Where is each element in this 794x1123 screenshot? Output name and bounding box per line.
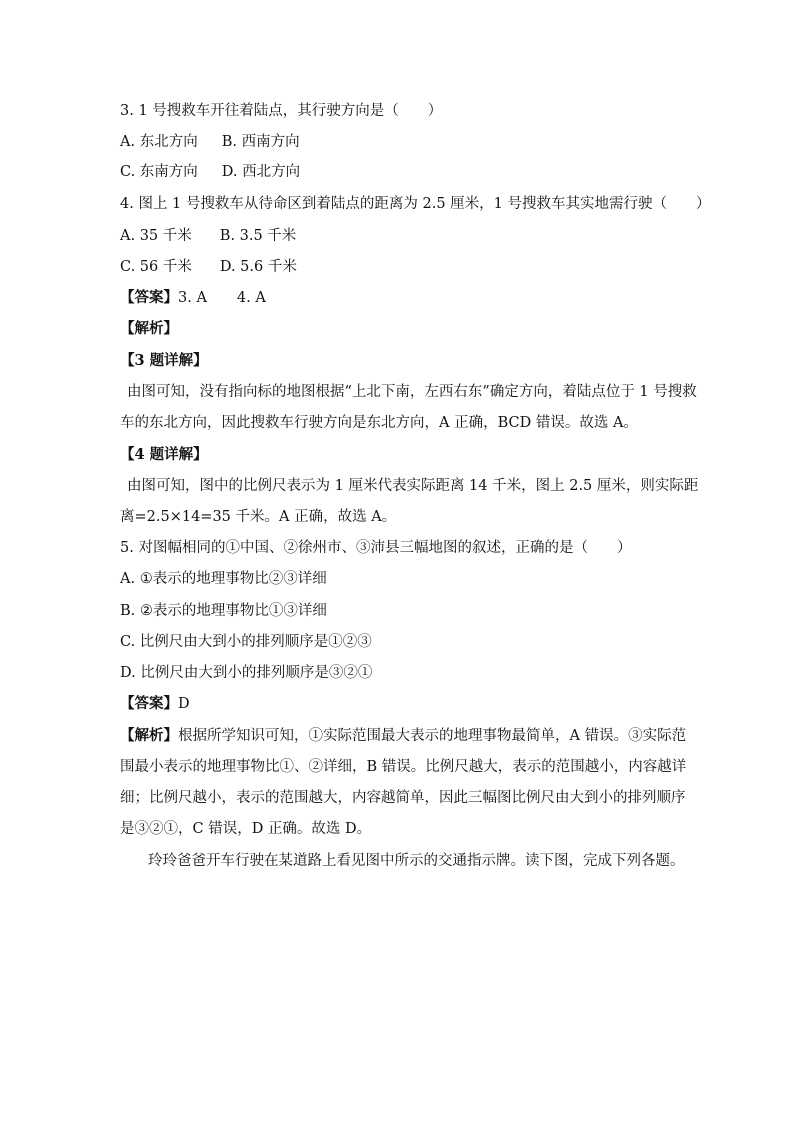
q5-option-b: B. ②表示的地理事物比①③详细 <box>120 603 327 619</box>
analysis-5-text-1: 根据所学知识可知，①实际范围最大表示的地理事物最简单，A 错误。③实际范 <box>178 728 687 744</box>
q3-options-row-2 <box>120 162 300 182</box>
q3-option-b: B. 西南方向 <box>221 134 300 150</box>
q4-detail-line-2: 离=2.5×14=35 千米。A 正确，故选 A。 <box>120 509 397 525</box>
q3-stem: 3. 1 号搜救车开往着陆点，其行驶方向是（ ） <box>120 103 443 119</box>
q4-options-row-2 <box>120 257 297 277</box>
q3-option-a: A. 东北方向 <box>120 134 198 150</box>
q4-detail-line-1: 由图可知，图中的比例尺表示为 1 厘米代表实际距离 14 千米，图上 2.5 厘米，则实际距 <box>127 478 699 494</box>
answer-5-value: D <box>178 696 190 712</box>
analysis-5-line-4: 是③②①，C 错误，D 正确。故选 D。 <box>120 821 372 837</box>
q5-option-d: D. 比例尺由大到小的排列顺序是③②① <box>120 665 373 681</box>
q5-option-a: A. ①表示的地理事物比②③详细 <box>120 571 327 587</box>
analysis-5-line-2: 围最小表示的地理事物比①、②详细，B 错误。比例尺越大，表示的范围越小，内容越详 <box>120 759 687 775</box>
q5-option-c: C. 比例尺由大到小的排列顺序是①②③ <box>120 634 372 650</box>
analysis-5-line-1 <box>120 726 686 746</box>
analysis-5-line-3: 细；比例尺越小，表示的范围越大，内容越简单，因此三幅图比例尺由大到小的排列顺序 <box>120 790 686 806</box>
q4-stem: 4. 图上 1 号搜救车从待命区到着陆点的距离为 2.5 厘米，1 号搜救车其实地需行驶（ ） <box>120 196 711 212</box>
answer-5-label: 【答案】 <box>120 695 178 712</box>
q3-detail-heading: 【3 题详解】 <box>120 352 208 369</box>
answer-5 <box>120 694 190 714</box>
q4-option-c: C. 56 千米 <box>120 259 192 275</box>
q4-option-b: B. 3.5 千米 <box>219 228 297 244</box>
q3-options-row-1 <box>120 132 300 152</box>
analysis-label: 【解析】 <box>120 320 178 337</box>
answer-label: 【答案】 <box>120 289 178 306</box>
q3-detail-line-1: 由图可知，没有指向标的地图根据“上北下南，左西右东”确定方向，着陆点位于 1 号搜救 <box>127 384 697 400</box>
q4-detail-heading: 【4 题详解】 <box>120 446 208 463</box>
q3-detail-line-2: 车的东北方向，因此搜救车行驶方向是东北方向，A 正确，BCD 错误。故选 A。 <box>120 415 638 431</box>
answer-3-4 <box>120 288 266 308</box>
q4-options-row-1 <box>120 226 296 246</box>
q3-option-d: D. 西北方向 <box>221 164 301 180</box>
q4-option-a: A. 35 千米 <box>120 228 192 244</box>
answer-4-value: 4. A <box>236 290 266 306</box>
answer-3-value: 3. A <box>178 290 207 306</box>
q3-option-c: C. 东南方向 <box>120 164 198 180</box>
next-question-intro: 玲玲爸爸开车行驶在某道路上看见图中所示的交通指示牌。读下图，完成下列各题。 <box>148 853 685 869</box>
q4-option-d: D. 5.6 千米 <box>219 259 297 275</box>
analysis-5-label: 【解析】 <box>120 727 178 744</box>
q5-stem: 5. 对图幅相同的①中国、②徐州市、③沛县三幅地图的叙述，正确的是（ ） <box>120 540 632 556</box>
